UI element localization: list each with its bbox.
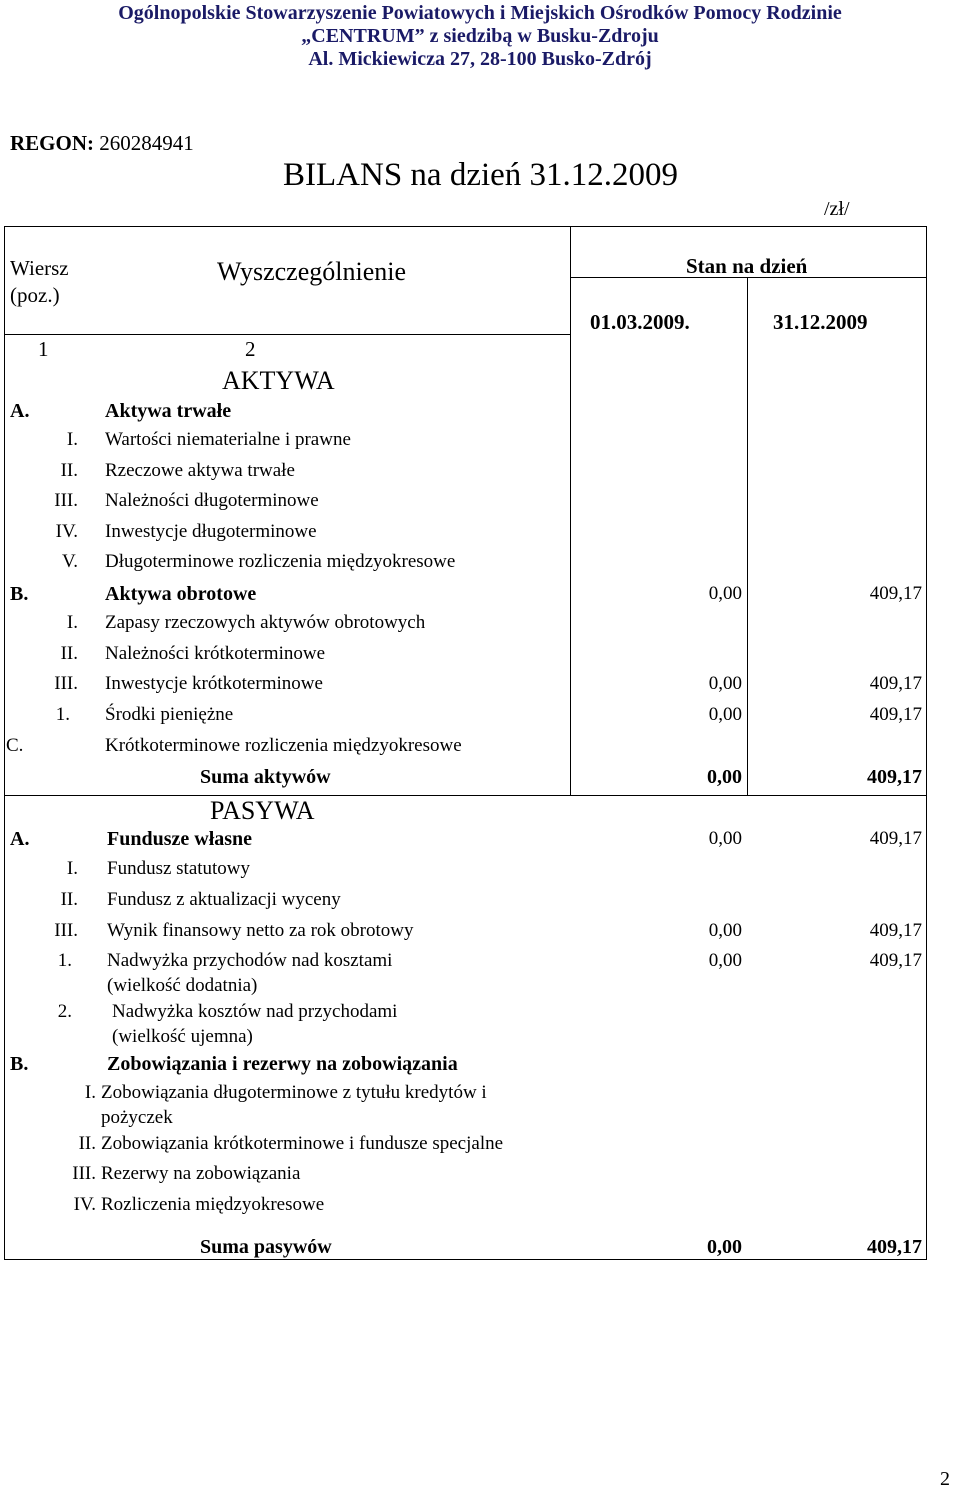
row-label: Należności długoterminowe	[105, 490, 319, 511]
row-label: Fundusze własne	[107, 828, 253, 850]
row-label: Rezerwy na zobowiązania	[101, 1163, 301, 1184]
col-state: Stan na dzień	[686, 254, 808, 278]
row-value-end: 409,17	[869, 704, 922, 725]
row-label-continued: (wielkość ujemna)	[112, 1026, 253, 1047]
organization-name-line2: „CENTRUM” z siedzibą w Busku-Zdroju	[301, 25, 659, 47]
row-value-start: 0,00	[708, 704, 742, 725]
row-poz: C.	[6, 735, 24, 756]
row-poz: III.	[72, 1163, 96, 1184]
row-poz: IV.	[55, 521, 78, 542]
row-poz: A.	[10, 828, 30, 850]
row-value-start: 0,00	[708, 673, 742, 694]
row-poz: I.	[66, 429, 78, 450]
row-poz: IV.	[73, 1194, 96, 1215]
col-row-label-sub: (poz.)	[10, 283, 60, 307]
section-heading-pasywa: PASYWA	[210, 796, 315, 825]
row-label: Fundusz statutowy	[107, 858, 251, 879]
organization-address: Al. Mickiewicza 27, 28-100 Busko-Zdrój	[308, 48, 652, 70]
row-label: Nadwyżka przychodów nad kosztami	[107, 950, 393, 971]
sum-liabilities-label: Suma pasywów	[200, 1236, 332, 1258]
organization-name: Ogólnopolskie Stowarzyszenie Powiatowych i Miejskich Ośrodków Pomocy Rodzinie	[118, 2, 842, 24]
row-poz: III.	[54, 673, 78, 694]
row-value-end: 409,17	[869, 828, 922, 849]
divider-aktywa-pasywa	[4, 795, 927, 796]
row-value-start: 0,00	[708, 828, 742, 849]
row-poz: III.	[54, 490, 78, 511]
row-poz: II.	[60, 460, 78, 481]
row-label-continued: pożyczek	[101, 1107, 173, 1128]
sum-assets-label: Suma aktywów	[200, 766, 331, 788]
row-value-start: 0,00	[708, 920, 742, 941]
row-label: Inwestycje krótkoterminowe	[105, 673, 323, 694]
row-value-start: 0,00	[708, 950, 742, 971]
row-label: Wynik finansowy netto za rok obrotowy	[107, 920, 414, 941]
col-date-2: 31.12.2009	[773, 310, 868, 334]
col-description: Wyszczególnienie	[217, 257, 407, 286]
row-poz: 2.	[57, 1001, 72, 1022]
row-label: Długoterminowe rozliczenia międzyokresowe	[105, 551, 456, 572]
row-poz: A.	[10, 400, 30, 422]
row-label: Inwestycje długoterminowe	[105, 521, 317, 542]
row-poz: I.	[66, 612, 78, 633]
row-label: Zapasy rzeczowych aktywów obrotowych	[105, 612, 426, 633]
row-label: Nadwyżka kosztów nad przychodami	[112, 1001, 398, 1022]
row-poz: III.	[54, 920, 78, 941]
row-poz: I.	[84, 1082, 96, 1103]
row-poz: I.	[66, 858, 78, 879]
divider-date-columns	[747, 278, 748, 796]
col-number-2: 2	[245, 337, 256, 361]
row-label: Należności krótkoterminowe	[105, 643, 326, 664]
row-poz: V.	[61, 551, 78, 572]
row-label: Zobowiązania długoterminowe z tytułu kredytów i	[101, 1082, 487, 1103]
document-title: BILANS na dzień 31.12.2009	[283, 157, 679, 193]
page-number: 2	[940, 1468, 950, 1490]
divider-desc-values	[570, 226, 571, 796]
row-poz: 1.	[55, 704, 70, 725]
row-value-end: 409,17	[869, 920, 922, 941]
row-value-end: 409,17	[869, 950, 922, 971]
sum-liabilities-end: 409,17	[867, 1236, 922, 1258]
row-poz: 1.	[57, 950, 72, 971]
currency-unit: /zł/	[824, 198, 850, 220]
row-label: Zobowiązania krótkoterminowe i fundusze specjalne	[101, 1133, 504, 1154]
row-label: Aktywa trwałe	[105, 400, 232, 422]
row-value-start: 0,00	[708, 583, 742, 604]
row-label: Rozliczenia międzyokresowe	[101, 1194, 325, 1215]
row-label: Krótkoterminowe rozliczenia międzyokresowe	[105, 735, 462, 756]
row-poz: II.	[60, 889, 78, 910]
row-poz: B.	[10, 1053, 29, 1075]
sum-assets-start: 0,00	[707, 766, 742, 788]
row-label: Wartości niematerialne i prawne	[105, 429, 351, 450]
divider-header-row	[4, 334, 570, 335]
regon	[10, 131, 194, 156]
row-label: Zobowiązania i rezerwy na zobowiązania	[107, 1053, 458, 1075]
col-number-1: 1	[38, 337, 49, 361]
regon-label: REGON:	[10, 131, 94, 155]
regon-value: 260284941	[99, 131, 194, 155]
row-label: Rzeczowe aktywa trwałe	[105, 460, 295, 481]
row-label: Fundusz z aktualizacji wyceny	[107, 889, 341, 910]
row-label: Środki pieniężne	[105, 704, 234, 725]
row-value-end: 409,17	[869, 583, 922, 604]
col-row-label: Wiersz	[10, 256, 69, 280]
row-value-end: 409,17	[869, 673, 922, 694]
row-poz: B.	[10, 583, 29, 605]
sum-liabilities-start: 0,00	[707, 1236, 742, 1258]
row-poz: II.	[78, 1133, 96, 1154]
sum-assets-end: 409,17	[867, 766, 922, 788]
row-poz: II.	[60, 643, 78, 664]
col-date-1: 01.03.2009.	[590, 310, 690, 334]
row-label: Aktywa obrotowe	[105, 583, 257, 605]
section-heading-aktywa: AKTYWA	[222, 366, 335, 395]
row-label-continued: (wielkość dodatnia)	[107, 975, 258, 996]
